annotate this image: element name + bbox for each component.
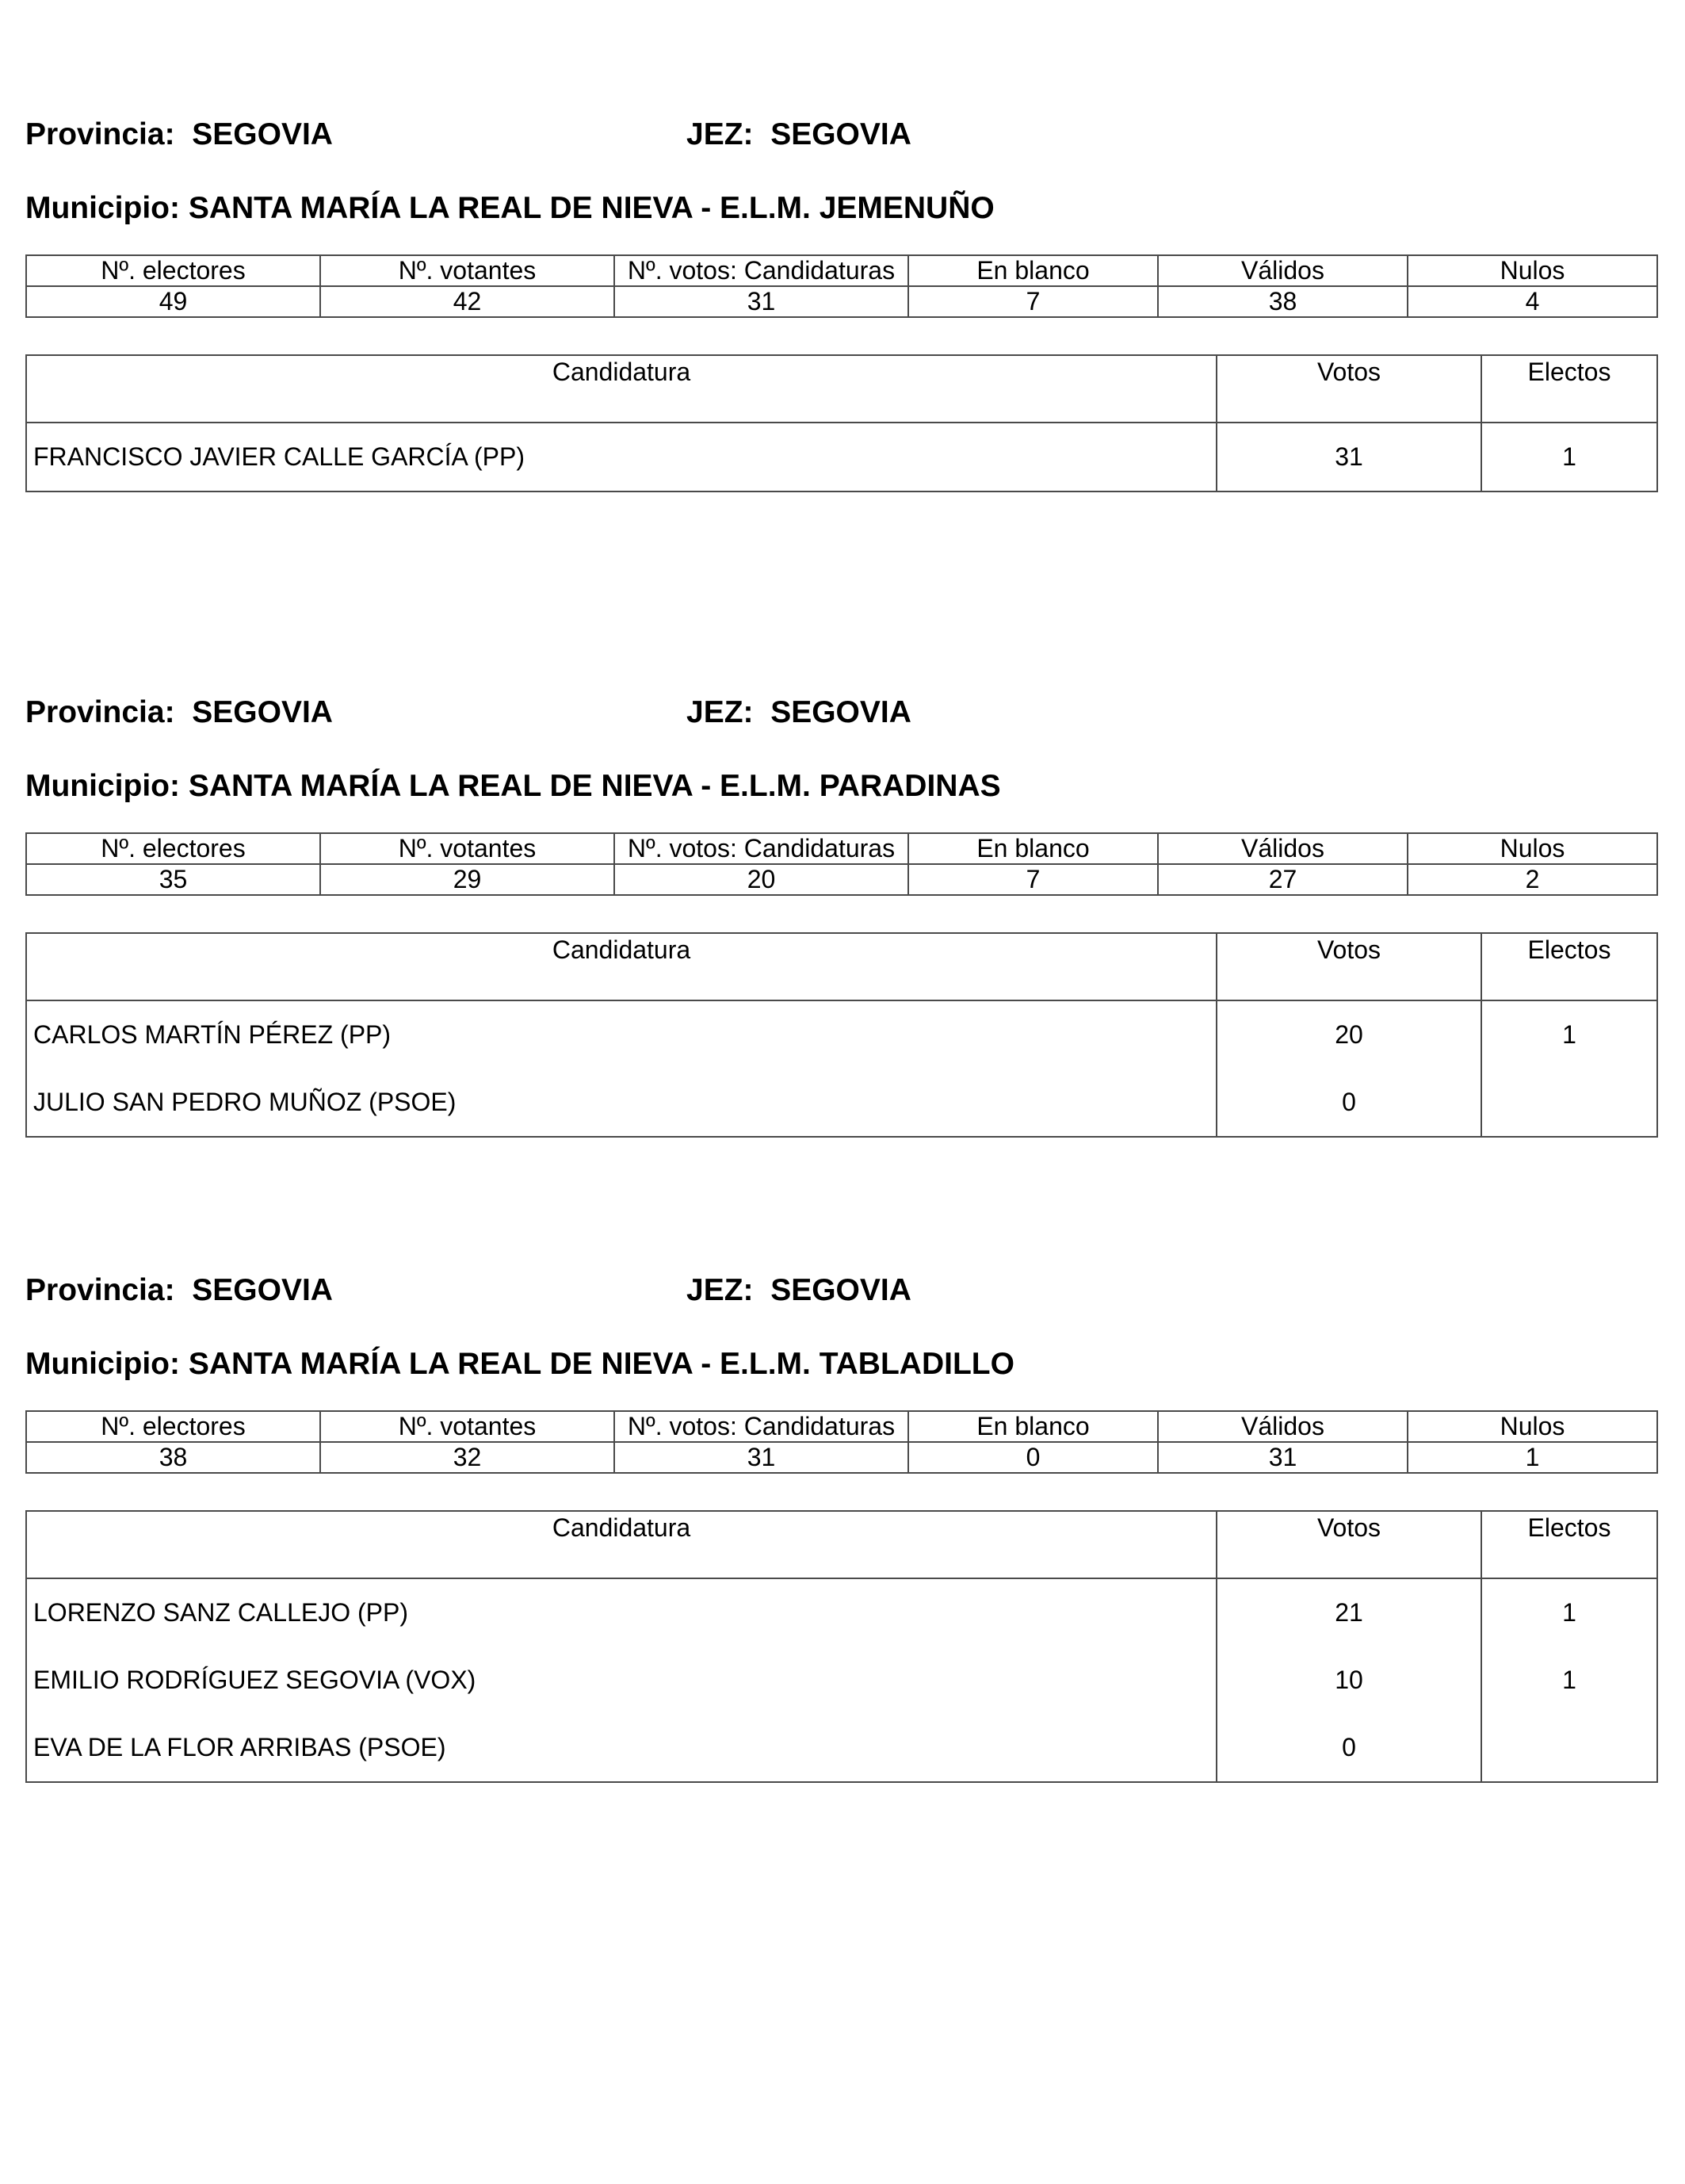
jez-value: SEGOVIA — [770, 1273, 911, 1307]
summary-value-nulos: 1 — [1408, 1442, 1657, 1473]
provincia-line — [25, 689, 1656, 736]
candidates-header-row — [26, 933, 1657, 1000]
summary-value-electores: 49 — [26, 286, 320, 317]
candidate-row — [26, 1647, 1657, 1714]
summary-value-row — [26, 286, 1657, 317]
summary-value-validos: 38 — [1158, 286, 1408, 317]
summary-value-en-blanco: 0 — [908, 1442, 1158, 1473]
candidate-name: JULIO SAN PEDRO MUÑOZ (PSOE) — [26, 1069, 1217, 1137]
candidate-electos — [1481, 1069, 1657, 1137]
section-paradinas — [25, 689, 1656, 1138]
candidates-table — [25, 1510, 1658, 1783]
summary-header-row — [26, 255, 1657, 286]
header-candidatura: Candidatura — [26, 355, 1217, 423]
header-votos: Votos — [1217, 933, 1481, 1000]
summary-value-nulos: 4 — [1408, 286, 1657, 317]
jez-label: JEZ: — [686, 695, 754, 729]
jez-group — [686, 1267, 911, 1314]
summary-header-row — [26, 1411, 1657, 1442]
municipio-label: Municipio: — [25, 1347, 180, 1381]
candidate-row — [26, 1578, 1657, 1647]
municipio-value: SANTA MARÍA LA REAL DE NIEVA - E.L.M. TABLADILLO — [188, 1347, 1014, 1381]
candidate-name: FRANCISCO JAVIER CALLE GARCÍA (PP) — [26, 423, 1217, 491]
summary-value-votantes: 29 — [320, 864, 614, 895]
summary-value-row — [26, 1442, 1657, 1473]
section-tabladillo — [25, 1267, 1656, 1783]
summary-header-nulos: Nulos — [1408, 255, 1657, 286]
provincia-label: Provincia: — [25, 1273, 175, 1307]
jez-value: SEGOVIA — [770, 695, 911, 729]
summary-header-nulos: Nulos — [1408, 833, 1657, 864]
provincia-label: Provincia: — [25, 117, 175, 151]
provincia-value: SEGOVIA — [192, 1273, 333, 1307]
summary-header-electores: Nº. electores — [26, 833, 320, 864]
candidates-table — [25, 354, 1658, 492]
summary-value-votantes: 32 — [320, 1442, 614, 1473]
jez-group — [686, 111, 911, 159]
summary-header-votantes: Nº. votantes — [320, 833, 614, 864]
summary-table — [25, 832, 1658, 896]
candidate-votos: 31 — [1217, 423, 1481, 491]
municipio-line — [25, 185, 1656, 232]
candidate-votos: 20 — [1217, 1000, 1481, 1069]
summary-header-en-blanco: En blanco — [908, 833, 1158, 864]
candidate-row — [26, 423, 1657, 491]
summary-table — [25, 254, 1658, 318]
header-electos: Electos — [1481, 355, 1657, 423]
candidate-row — [26, 1000, 1657, 1069]
summary-value-electores: 38 — [26, 1442, 320, 1473]
candidate-electos: 1 — [1481, 423, 1657, 491]
candidate-name: EMILIO RODRÍGUEZ SEGOVIA (VOX) — [26, 1647, 1217, 1714]
candidate-votos: 10 — [1217, 1647, 1481, 1714]
summary-value-votantes: 42 — [320, 286, 614, 317]
header-electos: Electos — [1481, 933, 1657, 1000]
summary-header-validos: Válidos — [1158, 255, 1408, 286]
candidate-votos: 21 — [1217, 1578, 1481, 1647]
candidate-votos: 0 — [1217, 1069, 1481, 1137]
summary-value-nulos: 2 — [1408, 864, 1657, 895]
summary-value-validos: 27 — [1158, 864, 1408, 895]
municipio-line — [25, 1341, 1656, 1388]
summary-value-votos-candidaturas: 31 — [614, 1442, 908, 1473]
summary-header-votos-candidaturas: Nº. votos: Candidaturas — [614, 255, 908, 286]
candidate-electos: 1 — [1481, 1578, 1657, 1647]
summary-header-en-blanco: En blanco — [908, 255, 1158, 286]
provincia-value: SEGOVIA — [192, 117, 333, 151]
summary-value-votos-candidaturas: 20 — [614, 864, 908, 895]
summary-value-electores: 35 — [26, 864, 320, 895]
candidate-electos: 1 — [1481, 1000, 1657, 1069]
summary-header-validos: Válidos — [1158, 1411, 1408, 1442]
section-jemenuno — [25, 111, 1656, 492]
header-votos: Votos — [1217, 355, 1481, 423]
summary-value-votos-candidaturas: 31 — [614, 286, 908, 317]
summary-header-votos-candidaturas: Nº. votos: Candidaturas — [614, 833, 908, 864]
summary-header-validos: Válidos — [1158, 833, 1408, 864]
summary-header-nulos: Nulos — [1408, 1411, 1657, 1442]
candidates-table — [25, 932, 1658, 1138]
municipio-label: Municipio: — [25, 191, 180, 225]
summary-value-validos: 31 — [1158, 1442, 1408, 1473]
jez-value: SEGOVIA — [770, 117, 911, 151]
summary-header-electores: Nº. electores — [26, 255, 320, 286]
municipio-line — [25, 763, 1656, 810]
provincia-value: SEGOVIA — [192, 695, 333, 729]
jez-label: JEZ: — [686, 117, 754, 151]
summary-value-en-blanco: 7 — [908, 864, 1158, 895]
summary-header-votos-candidaturas: Nº. votos: Candidaturas — [614, 1411, 908, 1442]
candidate-row — [26, 1069, 1657, 1137]
summary-value-en-blanco: 7 — [908, 286, 1158, 317]
summary-header-votantes: Nº. votantes — [320, 1411, 614, 1442]
candidate-votos: 0 — [1217, 1714, 1481, 1782]
municipio-value: SANTA MARÍA LA REAL DE NIEVA - E.L.M. JEMENUÑO — [188, 191, 995, 225]
jez-label: JEZ: — [686, 1273, 754, 1307]
jez-group — [686, 689, 911, 736]
candidate-name: CARLOS MARTÍN PÉREZ (PP) — [26, 1000, 1217, 1069]
municipio-label: Municipio: — [25, 769, 180, 803]
municipio-value: SANTA MARÍA LA REAL DE NIEVA - E.L.M. PARADINAS — [188, 769, 1001, 803]
summary-header-electores: Nº. electores — [26, 1411, 320, 1442]
candidate-electos: 1 — [1481, 1647, 1657, 1714]
provincia-line — [25, 1267, 1656, 1314]
summary-value-row — [26, 864, 1657, 895]
candidates-header-row — [26, 1511, 1657, 1578]
summary-table — [25, 1410, 1658, 1474]
header-candidatura: Candidatura — [26, 1511, 1217, 1578]
header-electos: Electos — [1481, 1511, 1657, 1578]
provincia-label: Provincia: — [25, 695, 175, 729]
provincia-line — [25, 111, 1656, 159]
candidate-name: EVA DE LA FLOR ARRIBAS (PSOE) — [26, 1714, 1217, 1782]
summary-header-en-blanco: En blanco — [908, 1411, 1158, 1442]
header-candidatura: Candidatura — [26, 933, 1217, 1000]
candidate-electos — [1481, 1714, 1657, 1782]
summary-header-row — [26, 833, 1657, 864]
candidate-name: LORENZO SANZ CALLEJO (PP) — [26, 1578, 1217, 1647]
candidates-header-row — [26, 355, 1657, 423]
summary-header-votantes: Nº. votantes — [320, 255, 614, 286]
header-votos: Votos — [1217, 1511, 1481, 1578]
candidate-row — [26, 1714, 1657, 1782]
